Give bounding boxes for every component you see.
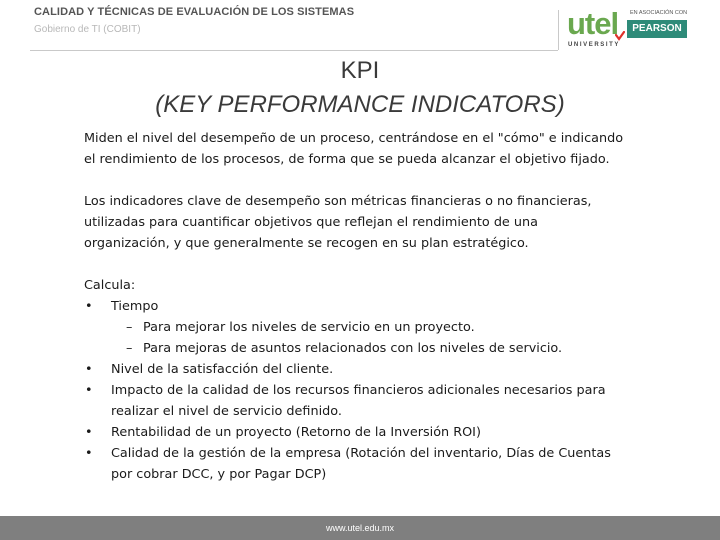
checkmark-icon: [615, 31, 625, 41]
list-item-text: Rentabilidad de un proyecto (Retorno de la Inversión ROI): [111, 425, 481, 440]
list-item: [84, 443, 624, 485]
list-item-text: Calidad de la gestión de la empresa (Rotación del inventario, Días de Cuentas por cobrar DCC, y por Pagar DCP): [111, 446, 611, 482]
sub-list-item-text: Para mejoras de asuntos relacionados con los niveles de servicio.: [143, 341, 563, 356]
sub-list-item-text: Para mejorar los niveles de servicio en un proyecto.: [143, 320, 475, 335]
dash-icon: –: [126, 341, 133, 356]
list-item: [84, 359, 624, 380]
slide-footer: [0, 516, 720, 540]
list-item: [84, 380, 624, 422]
utel-tagline: UNIVERSITY: [568, 42, 621, 48]
list-item-text: Tiempo: [111, 299, 159, 314]
sub-list-item: [111, 317, 624, 338]
footer-url[interactable]: www.utel.edu.mx: [325, 523, 395, 533]
header-divider: [30, 50, 558, 51]
calc-label: Calcula:: [84, 278, 136, 293]
affiliation-text: EN ASOCIACIÓN CON: [630, 10, 688, 16]
logo-divider: [558, 10, 559, 50]
kpi-bullet-list: [84, 296, 624, 485]
paragraph-definition: Miden el nivel del desempeño de un proceso, centrándose en el "cómo" e indicando el rendimiento de los procesos, de forma que se pueda alcanzar el objetivo fijado.: [84, 131, 624, 167]
list-item-text: Nivel de la satisfacción del cliente.: [111, 362, 334, 377]
pearson-logo: PEARSON: [627, 20, 687, 38]
sub-list-item: [111, 338, 624, 359]
dash-icon: –: [126, 320, 133, 335]
title-subtitle: (KEY PERFORMANCE INDICATORS): [155, 91, 565, 118]
bullet-icon: •: [85, 362, 93, 377]
bullet-icon: •: [85, 446, 93, 461]
course-title: CALIDAD Y TÉCNICAS DE EVALUACIÓN DE LOS SISTEMAS: [34, 6, 355, 18]
list-item: [84, 422, 624, 443]
bullet-icon: •: [85, 383, 93, 398]
utel-pearson-logo: [565, 6, 715, 52]
slide-header: [0, 0, 720, 55]
list-item: [84, 296, 624, 359]
bullet-icon: •: [85, 425, 93, 440]
slide-body: [84, 128, 624, 485]
bullet-icon: •: [85, 299, 93, 314]
course-subtitle: Gobierno de TI (COBIT): [34, 24, 141, 35]
paragraph-kpi-description: Los indicadores clave de desempeño son métricas financieras o no financieras, utilizadas para cuantificar objetivos que reflejan el rendimiento de una organización, y que generalmente se recogen en su plan estratégico.: [84, 194, 592, 251]
utel-wordmark: utel: [567, 6, 619, 41]
sub-list: [111, 317, 624, 359]
title-main: KPI: [340, 57, 380, 84]
list-item-text: Impacto de la calidad de los recursos financieros adicionales necesarios para realizar el nivel de servicio definido.: [111, 383, 606, 419]
slide-title: [0, 54, 720, 122]
